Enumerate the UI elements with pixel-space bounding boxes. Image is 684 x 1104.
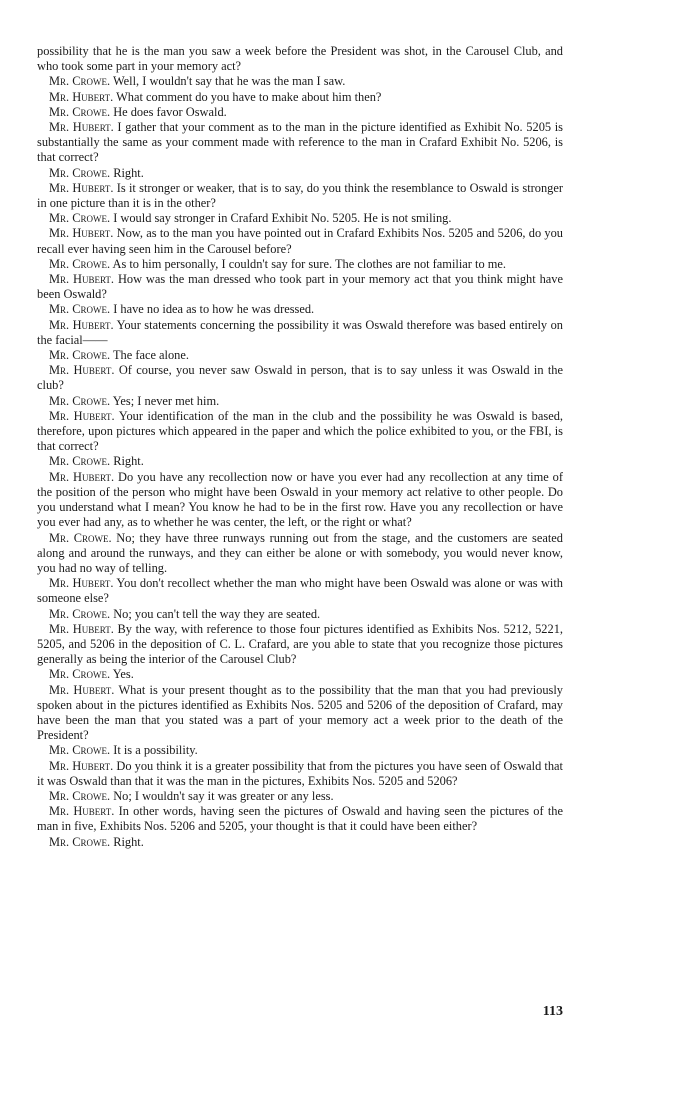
speech-text: Of course, you never saw Oswald in person, that is to say unless it was Oswald in the club? [37, 363, 563, 393]
speaker-name: Mr. Hubert. [49, 576, 114, 591]
speaker-name: Mr. Crowe. [49, 667, 111, 682]
speaker-name: Mr. Crowe. [49, 211, 111, 226]
speaker-name: Mr. Crowe. [49, 165, 111, 180]
speech-text: In other words, having seen the pictures of Oswald and having seen the pictures of the man in five, Exhibits Nos. 5206 and 5205, your thought is that it could have been either? [37, 804, 563, 834]
transcript-paragraph [37, 667, 563, 682]
speech-text: I have no idea as to how he was dressed. [113, 302, 315, 317]
speech-text: You don't recollect whether the man who might have been Oswald was alone or was with someone else? [37, 576, 563, 606]
transcript-paragraph [37, 90, 563, 105]
speaker-name: Mr. Crowe. [49, 393, 111, 408]
speaker-name: Mr. Crowe. [49, 302, 111, 317]
transcript-paragraph [37, 531, 563, 577]
speech-text: Right. [113, 834, 144, 849]
transcript-paragraph [37, 257, 563, 272]
speaker-name: Mr. Crowe. [49, 606, 111, 621]
transcript-paragraph [37, 348, 563, 363]
speaker-name: Mr. Hubert. [49, 408, 115, 423]
transcript-paragraph [37, 743, 563, 758]
speech-text: As to him personally, I couldn't say for sure. The clothes are not familiar to me. [112, 256, 506, 271]
speech-text: Right. [113, 454, 144, 469]
speech-text: How was the man dressed who took part in your memory act that you think might have been Oswald? [37, 272, 563, 302]
speaker-name: Mr. Crowe. [49, 104, 111, 119]
speech-text: What comment do you have to make about him then? [116, 89, 382, 104]
speech-text: It is a possibility. [113, 743, 198, 758]
speech-text: I would say stronger in Crafard Exhibit No. 5205. He is not smiling. [113, 211, 452, 226]
transcript-paragraph [37, 576, 563, 606]
speech-text: No; I wouldn't say it was greater or any less. [113, 788, 334, 803]
transcript-paragraph [37, 409, 563, 455]
speech-text: He does favor Oswald. [113, 104, 227, 119]
speech-text: Do you think it is a greater possibility that from the pictures you have seen of Oswald that it was Oswald than that it was the man in the pictures, Exhibits Nos. 5205 and 5206? [37, 758, 563, 788]
speech-text: Right. [113, 165, 144, 180]
speech-text: Your identification of the man in the club and the possibility he was Oswald is based, therefore, upon pictures which appeared in the paper and which the police exhibited to you, or the FBI, is that correct? [37, 408, 563, 454]
speaker-name: Mr. Hubert. [49, 226, 114, 241]
speech-text: Yes; I never met him. [112, 393, 220, 408]
speaker-name: Mr. Hubert. [49, 89, 114, 104]
speaker-name: Mr. Crowe. [49, 743, 111, 758]
transcript-paragraph [37, 607, 563, 622]
speech-text: Your statements concerning the possibility it was Oswald therefore was based entirely on the facial—— [37, 317, 563, 347]
speech-text: Now, as to the man you have pointed out in Crafard Exhibits Nos. 5205 and 5206, do you recall ever having seen him in the Carousel before? [37, 226, 563, 256]
speaker-name: Mr. Crowe. [49, 74, 111, 89]
transcript-paragraph [37, 44, 563, 74]
transcript-paragraph [37, 454, 563, 469]
speech-text: Is it stronger or weaker, that is to say, do you think the resemblance to Oswald is stronger in one picture than it is in the other? [37, 180, 563, 211]
speaker-name: Mr. Hubert. [49, 317, 114, 332]
transcript-paragraph [37, 470, 563, 531]
transcript-paragraph [37, 804, 563, 834]
transcript-paragraph [37, 74, 563, 89]
speaker-name: Mr. Hubert. [49, 180, 114, 195]
speech-text: Do you have any recollection now or have you ever had any recollection at any time of the position of the person who might have been Oswald in your memory act relative to other people. Do you understand what I mean? You know he had to be in the first row. Have you any recollection or have you ever had any, as to whether he was center, the left, or the right or what? [37, 469, 563, 530]
transcript-paragraph [37, 120, 563, 166]
speaker-name: Mr. Hubert. [49, 621, 114, 636]
speaker-name: Mr. Crowe. [49, 834, 111, 849]
speaker-name: Mr. Hubert. [49, 120, 114, 135]
speech-text: The face alone. [112, 348, 189, 363]
transcript-paragraph [37, 683, 563, 744]
speech-text: What is your present thought as to the possibility that the man that you had previously spoken about in the pictures identified as Exhibits Nos. 5205 and 5206 of the deposition of Crafard, may have been the man that you stated was a part of your memory act a week prior to the death of the President? [37, 682, 563, 743]
transcript-paragraph [37, 226, 563, 256]
transcript-paragraph [37, 211, 563, 226]
speech-text: No; they have three runways running out from the stage, and the customers are seated along and around the runways, and they can either be alone or with somebody, you would never know, you had no way of telling. [37, 530, 563, 575]
transcript-paragraph [37, 363, 563, 393]
transcript-paragraph [37, 394, 563, 409]
speaker-name: Mr. Hubert. [49, 469, 115, 484]
transcript-paragraph [37, 272, 563, 302]
transcript-paragraph [37, 318, 563, 348]
speech-text: No; you can't tell the way they are seated. [113, 606, 321, 621]
page-number: 113 [542, 1004, 563, 1019]
speaker-name: Mr. Crowe. [49, 348, 111, 363]
speaker-name: Mr. Hubert. [49, 804, 115, 819]
transcript-paragraph [37, 759, 563, 789]
speech-text: Yes. [112, 667, 134, 682]
speech-text: possibility that he is the man you saw a week before the President was shot, in the Carousel Club, and who took some part in your memory act? [37, 44, 563, 74]
speaker-name: Mr. Hubert. [49, 682, 115, 697]
speech-text: By the way, with reference to those four pictures identified as Exhibits Nos. 5212, 5221, 5205, and 5206 in the deposition of C. L. Crafard, are you able to state that you recognize those pictures generally as being the interior of the Carousel Club? [37, 621, 563, 667]
speech-text: Well, I wouldn't say that he was the man I saw. [112, 74, 346, 89]
speaker-name: Mr. Crowe. [49, 256, 111, 271]
transcript-paragraph [37, 622, 563, 668]
transcript-paragraph [37, 835, 563, 850]
transcript-paragraph [37, 302, 563, 317]
transcript-paragraph [37, 105, 563, 120]
transcript-paragraph [37, 181, 563, 211]
speaker-name: Mr. Hubert. [49, 272, 115, 287]
speaker-name: Mr. Crowe. [49, 454, 111, 469]
transcript-body [37, 44, 563, 850]
transcript-paragraph [37, 166, 563, 181]
speaker-name: Mr. Crowe. [49, 530, 112, 545]
speech-text: I gather that your comment as to the man in the picture identified as Exhibit No. 5205 is substantially the same as your comment made with reference to the man in Crafard Exhibit No. 5206, is that correct? [37, 120, 563, 165]
speaker-name: Mr. Hubert. [49, 758, 114, 773]
speaker-name: Mr. Hubert. [49, 363, 115, 378]
speaker-name: Mr. Crowe. [49, 788, 111, 803]
transcript-paragraph [37, 789, 563, 804]
